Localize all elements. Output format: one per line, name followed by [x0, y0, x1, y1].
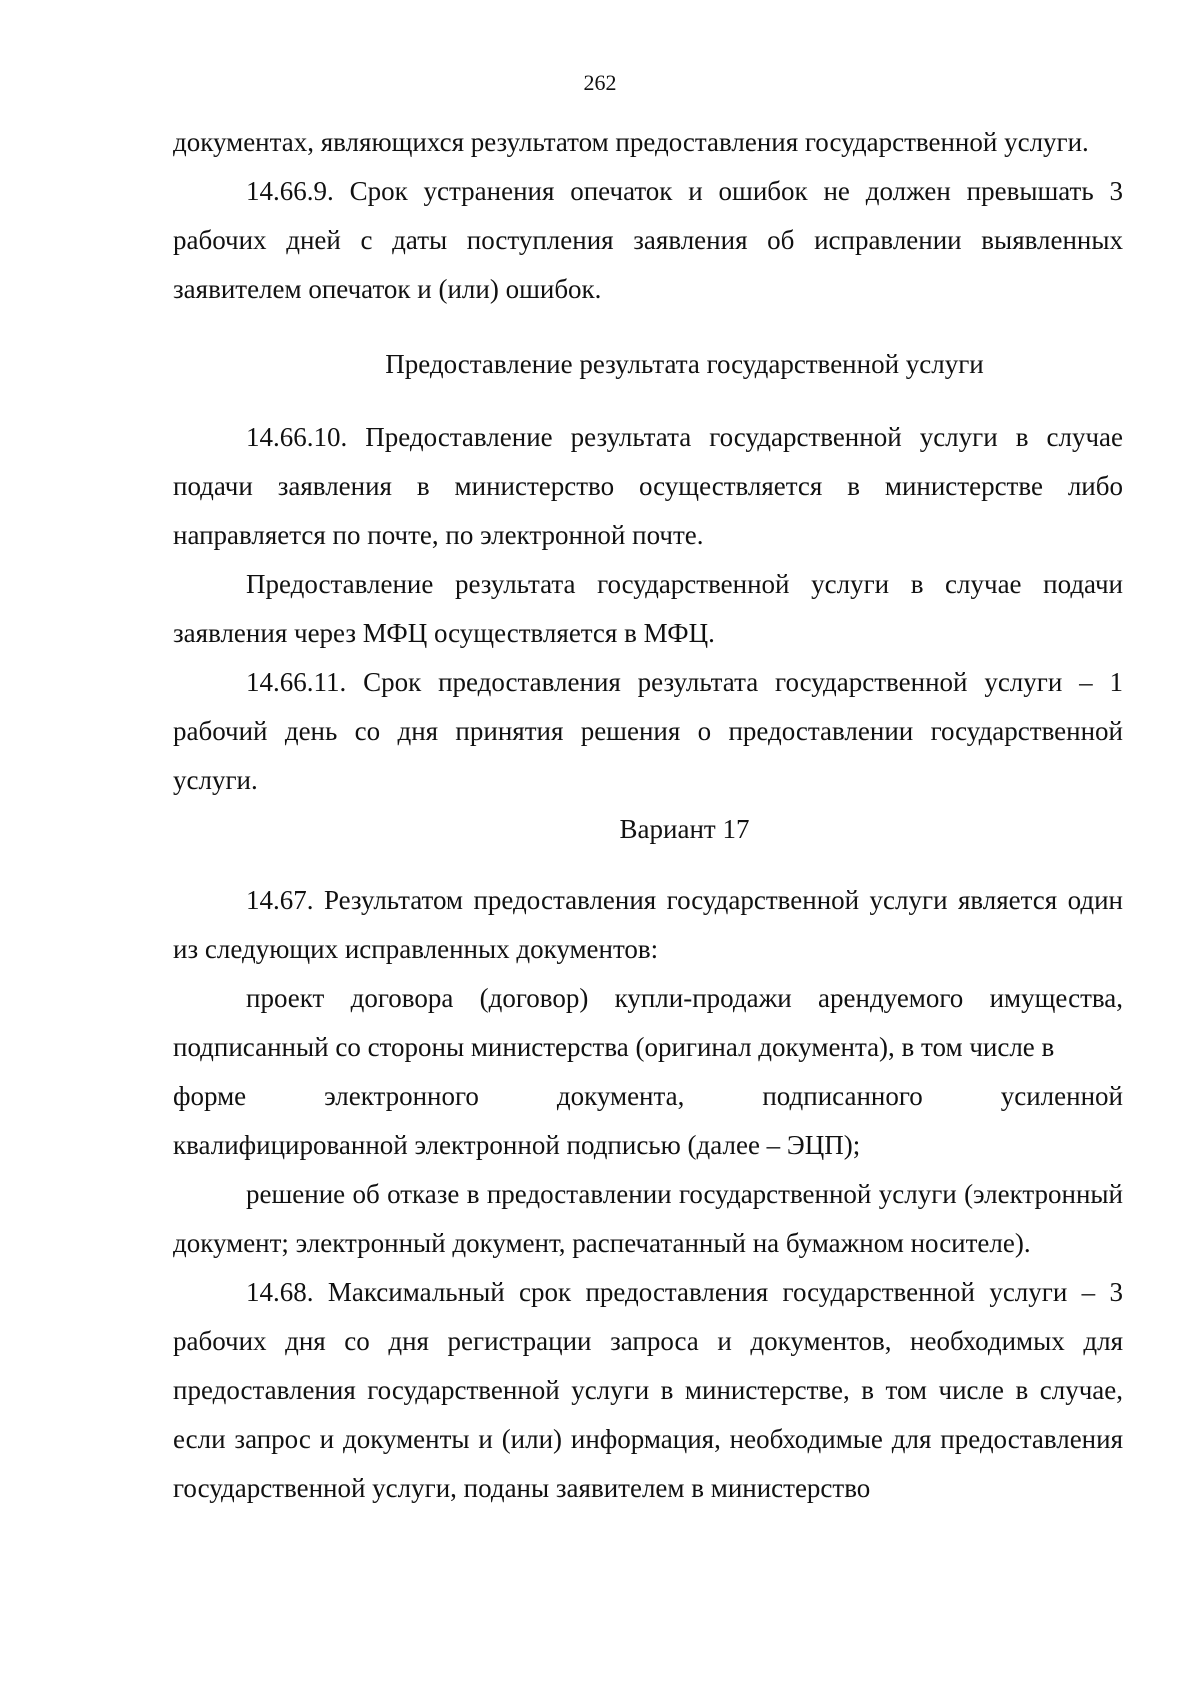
document-body: [173, 118, 1123, 1513]
section-heading-variant-17: Вариант 17: [619, 814, 750, 844]
section-heading-result: Предоставление результата государственной услуги: [385, 349, 984, 379]
word: усиленной: [1000, 1081, 1123, 1111]
paragraph-contract-end: квалифицированной электронной подписью (далее – ЭЦП);: [173, 1130, 861, 1160]
paragraph-14-68: 14.68. Максимальный срок предоставления государственной услуги – 3 рабочих дня со дня регистрации запроса и документов, необходимых для предоставления государственной услуги в министерстве, в том числе в случае, если запрос и документы и (или) информация, необходимые для предоставления государственной услуги, поданы заявителем в министерство: [173, 1277, 1123, 1503]
paragraph-contract-project: проект договора (договор) купли-продажи арендуемого имущества, подписанный со стороны министерства (оригинал документа), в том числе в: [173, 983, 1123, 1062]
paragraph-refusal: решение об отказе в предоставлении государственной услуги (электронный документ; электронный документ, распечатанный на бумажном носителе).: [173, 1179, 1123, 1258]
paragraph-14-67: 14.67. Результатом предоставления государственной услуги является один из следующих исправленных документов:: [173, 885, 1123, 964]
paragraph-mfc-result: Предоставление результата государственной услуги в случае подачи заявления через МФЦ осуществляется в МФЦ.: [173, 569, 1123, 648]
page-number: 262: [583, 70, 617, 95]
word: электронного: [324, 1081, 479, 1111]
paragraph-continuation: документах, являющихся результатом предоставления государственной услуги.: [173, 127, 1089, 157]
word: подписанного: [762, 1081, 923, 1111]
word: форме: [173, 1081, 247, 1111]
paragraph-contract-spread-line: [173, 1072, 1123, 1121]
paragraph-14-66-9: 14.66.9. Срок устранения опечаток и ошибок не должен превышать 3 рабочих дней с даты поступления заявления об исправлении выявленных заявителем опечаток и (или) ошибок.: [173, 176, 1123, 304]
paragraph-14-66-11: 14.66.11. Срок предоставления результата государственной услуги – 1 рабочий день со дня принятия решения о предоставлении государственной услуги.: [173, 667, 1123, 795]
paragraph-14-66-10: 14.66.10. Предоставление результата государственной услуги в случае подачи заявления в министерство осуществляется в министерстве либо направляется по почте, по электронной почте.: [173, 422, 1123, 550]
word: документа,: [556, 1081, 685, 1111]
